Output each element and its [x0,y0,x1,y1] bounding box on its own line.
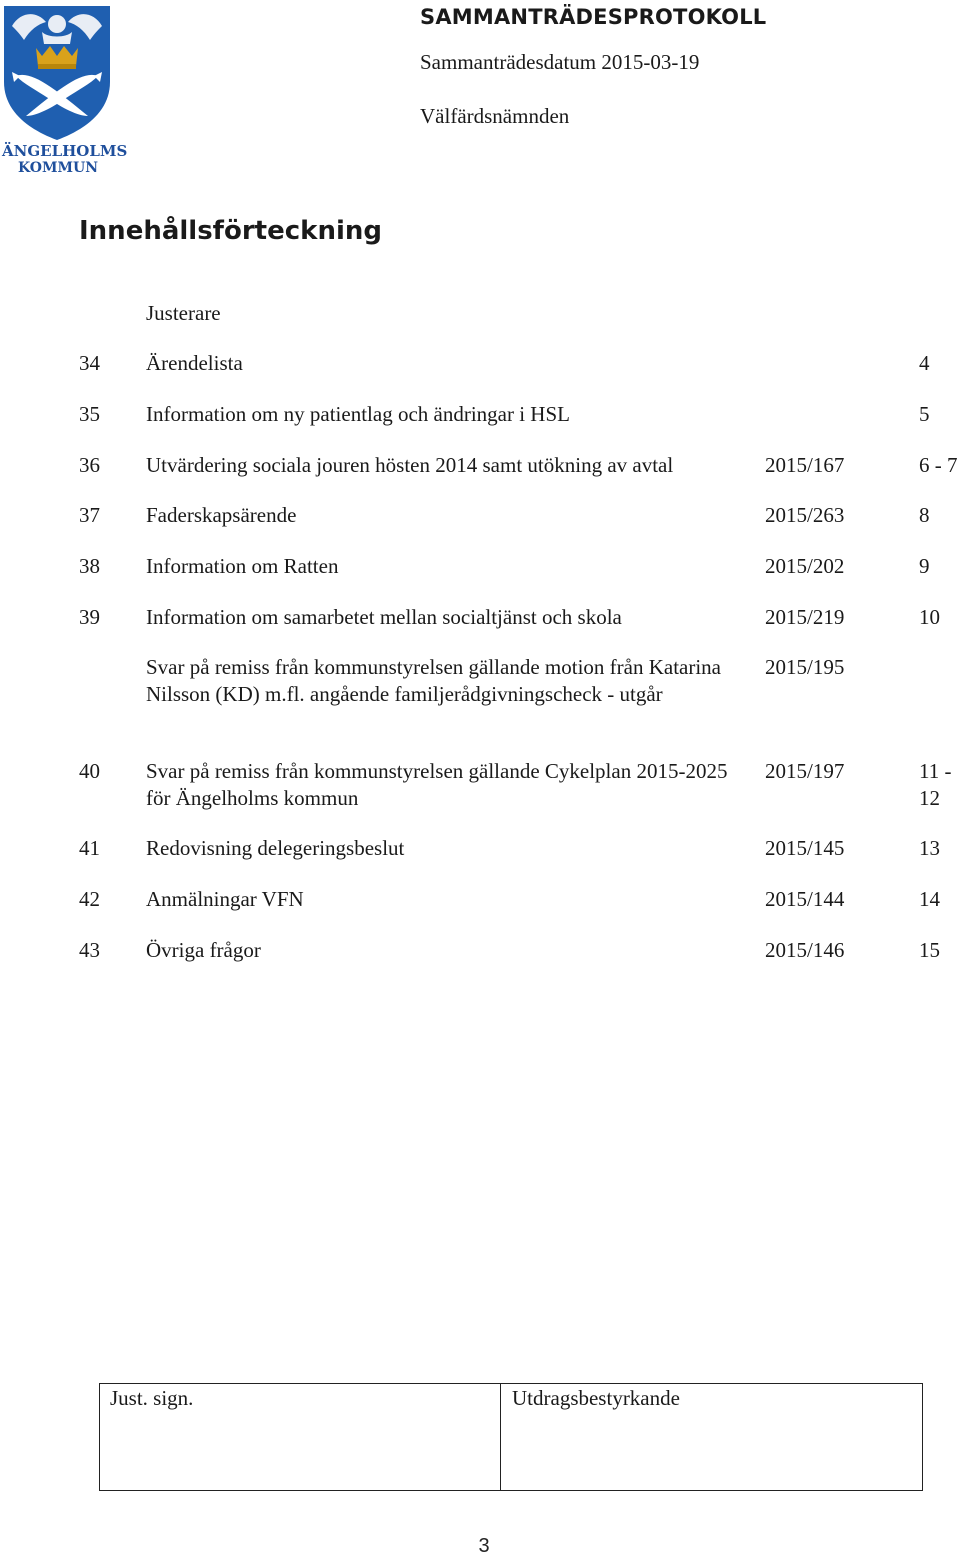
toc-diary-number: 2015/145 [765,836,845,860]
toc-item-title: Svar på remiss från kommunstyrelsen gällande Cykelplan 2015-2025 för Ängelholms kommun [146,759,728,810]
toc-item-title: Information om samarbetet mellan socialtjänst och skola [146,605,622,629]
toc-page: 15 [919,938,940,962]
toc-item-title: Utvärdering sociala jouren hösten 2014 samt utökning av avtal [146,453,674,477]
toc-number: 42 [79,887,100,911]
toc-page: 14 [919,887,940,911]
toc-item-title: Anmälningar VFN [146,887,304,911]
toc-number: 34 [79,351,100,375]
toc-heading: Innehållsförteckning [79,216,382,246]
toc-number: 39 [79,605,100,629]
signature-box [99,1383,923,1491]
toc-number: 40 [79,759,100,783]
toc-diary-number: 2015/197 [765,759,845,783]
toc-diary-number: 2015/144 [765,887,845,911]
toc-item-title: Information om Ratten [146,554,339,578]
toc-diary-number: 2015/146 [765,938,845,962]
toc-diary-number: 2015/167 [765,453,845,477]
board-name: Välfärdsnämnden [420,104,570,128]
toc-number: 41 [79,836,100,860]
toc-diary-number: 2015/195 [765,655,845,679]
toc-page: 5 [919,402,930,426]
toc-page: 6 - 7 [919,453,958,477]
toc-page: 10 [919,605,940,629]
toc-item-title: Information om ny patientlag och ändringar i HSL [146,402,570,426]
toc-item-title: Ärendelista [146,351,243,375]
certification-label: Utdragsbestyrkande [512,1386,680,1410]
coat-of-arms-icon [2,4,114,142]
logo-text-line1: ÄNGELHOLMS [2,142,128,160]
toc-number: 35 [79,402,100,426]
toc-item-title: Övriga frågor [146,938,261,962]
toc-number: 36 [79,453,100,477]
toc-page: 9 [919,554,930,578]
toc-diary-number: 2015/202 [765,554,845,578]
toc-item-title: Redovisning delegeringsbeslut [146,836,405,860]
toc-page: 8 [919,503,930,527]
toc-diary-number: 2015/263 [765,503,845,527]
toc-number: 38 [79,554,100,578]
toc-diary-number: 2015/219 [765,605,845,629]
toc-number: 37 [79,503,100,527]
toc-item-title: Faderskapsärende [146,503,297,527]
toc-page: 4 [919,351,930,375]
protocol-title: SAMMANTRÄDESPROTOKOLL [420,5,767,29]
toc-page: 11 - 12 [919,759,952,810]
toc-number: 43 [79,938,100,962]
meeting-date: Sammanträdesdatum 2015-03-19 [420,50,700,74]
municipality-logo [2,4,128,176]
toc-page: 13 [919,836,940,860]
signature-divider [500,1384,501,1490]
logo-text-line2: KOMMUN [18,160,98,176]
toc-item-title: Svar på remiss från kommunstyrelsen gällande motion från Katarina Nilsson (KD) m.fl. angående familjerådgivningscheck - utgår [146,655,721,706]
just-sign-label: Just. sign. [110,1386,194,1410]
page-number: 3 [478,1535,490,1557]
toc-item-title: Justerare [146,301,221,325]
